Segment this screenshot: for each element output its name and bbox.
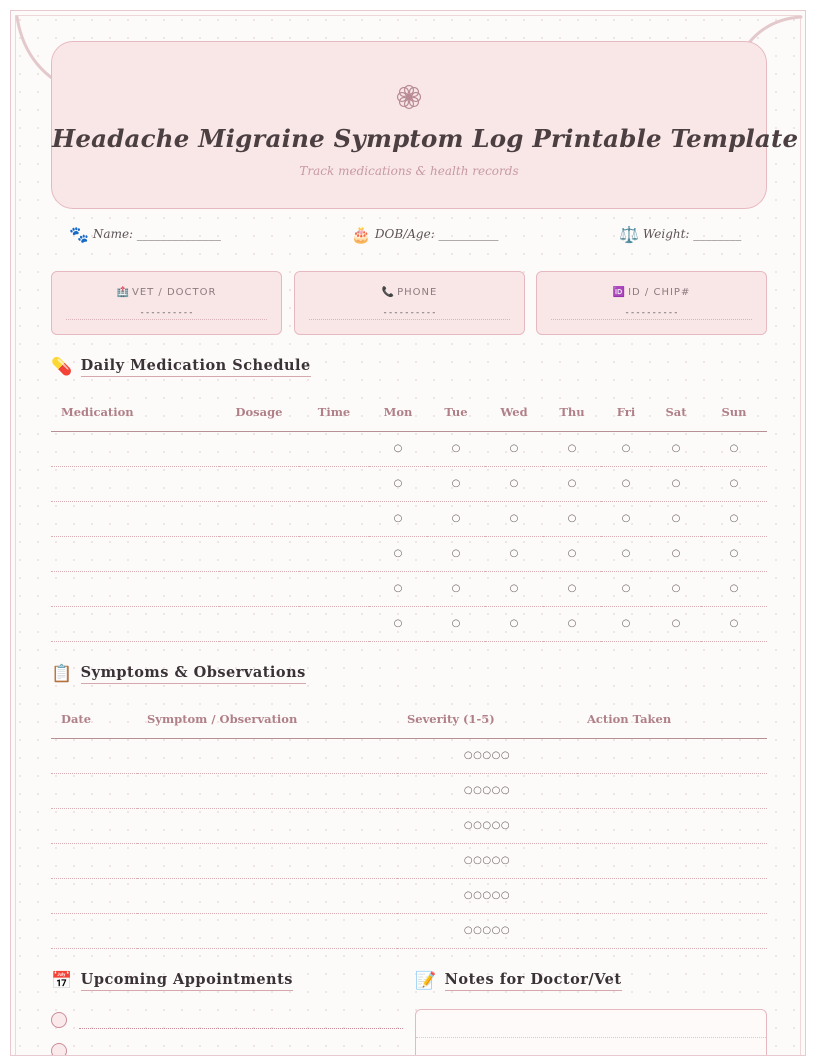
- name-label: Name: ______________: [92, 227, 221, 241]
- cell-dosage[interactable]: [219, 466, 299, 501]
- cell-0[interactable]: [51, 738, 137, 773]
- cell-3[interactable]: [577, 808, 767, 843]
- cell-time[interactable]: [299, 501, 369, 536]
- cell-medication[interactable]: [51, 466, 219, 501]
- day-checkbox-thu[interactable]: ○: [543, 466, 601, 501]
- medication-heading: [51, 357, 311, 377]
- weight-field[interactable]: [619, 225, 741, 244]
- medication-header-row: [51, 393, 767, 431]
- paw-prints-icon: 🐾: [69, 225, 89, 244]
- id-icon: 🆔: [612, 287, 627, 298]
- cell-1[interactable]: [137, 773, 397, 808]
- cell-dosage[interactable]: [219, 431, 299, 466]
- symptoms-heading: [51, 664, 306, 684]
- day-checkbox-mon[interactable]: ○: [369, 466, 427, 501]
- phone-label: PHONE: [397, 287, 438, 298]
- cell-0[interactable]: [51, 808, 137, 843]
- notes-heading-text: Notes for Doctor/Vet: [445, 971, 622, 991]
- column-header-wed: Wed: [485, 393, 543, 431]
- day-checkbox-mon[interactable]: ○: [369, 571, 427, 606]
- cell-dosage[interactable]: [219, 571, 299, 606]
- weight-label: Weight: ________: [642, 227, 742, 241]
- vet-doctor-value[interactable]: ----------: [66, 306, 267, 320]
- column-header-mon: Mon: [369, 393, 427, 431]
- cell-1[interactable]: [137, 878, 397, 913]
- appointment-checkbox[interactable]: [51, 1012, 67, 1028]
- table-row: [51, 913, 767, 948]
- column-header-sat: Sat: [651, 393, 701, 431]
- day-checkbox-fri[interactable]: ○: [601, 606, 651, 641]
- day-checkbox-sun[interactable]: ○: [701, 501, 767, 536]
- column-header-medication: Medication: [51, 393, 219, 431]
- day-checkbox-sun[interactable]: ○: [701, 466, 767, 501]
- appointments-heading-text: Upcoming Appointments: [81, 971, 293, 991]
- symptoms-heading-text: Symptoms & Observations: [81, 664, 306, 684]
- medication-table: [51, 393, 767, 642]
- severity-rating[interactable]: ○○○○○: [397, 808, 577, 843]
- day-checkbox-sun[interactable]: ○: [701, 571, 767, 606]
- day-checkbox-thu[interactable]: ○: [543, 501, 601, 536]
- severity-rating[interactable]: ○○○○○: [397, 738, 577, 773]
- cell-0[interactable]: [51, 878, 137, 913]
- notes-line: [416, 1037, 766, 1038]
- cell-medication[interactable]: [51, 431, 219, 466]
- day-checkbox-fri[interactable]: ○: [601, 431, 651, 466]
- day-checkbox-sun[interactable]: ○: [701, 536, 767, 571]
- flower-icon: [396, 84, 422, 110]
- table-row: [51, 738, 767, 773]
- cell-time[interactable]: [299, 606, 369, 641]
- cell-medication[interactable]: [51, 536, 219, 571]
- page-title: Headache Migraine Symptom Log Printable Template: [52, 124, 799, 153]
- birthday-cake-icon: 🎂: [351, 225, 371, 244]
- notes-heading: [415, 971, 622, 991]
- dob-field[interactable]: [351, 225, 499, 244]
- table-row: [51, 431, 767, 466]
- column-header-time: Time: [299, 393, 369, 431]
- cell-medication[interactable]: [51, 501, 219, 536]
- id-chip-value[interactable]: ----------: [551, 306, 752, 320]
- day-checkbox-thu[interactable]: ○: [543, 536, 601, 571]
- appointment-checkbox[interactable]: [51, 1043, 67, 1056]
- medication-heading-text: Daily Medication Schedule: [81, 357, 311, 377]
- cell-time[interactable]: [299, 431, 369, 466]
- cell-dosage[interactable]: [219, 501, 299, 536]
- cell-3[interactable]: [577, 738, 767, 773]
- day-checkbox-sun[interactable]: ○: [701, 606, 767, 641]
- symptoms-header-row: [51, 700, 767, 738]
- clipboard-icon: 📋: [51, 664, 73, 684]
- day-checkbox-fri[interactable]: ○: [601, 466, 651, 501]
- vet-doctor-box[interactable]: [51, 271, 282, 335]
- phone-value[interactable]: ----------: [309, 306, 510, 320]
- cell-3[interactable]: [577, 878, 767, 913]
- day-checkbox-wed[interactable]: ○: [485, 606, 543, 641]
- notes-box[interactable]: [415, 1009, 767, 1056]
- hospital-icon: 🏥: [116, 287, 130, 298]
- cell-3[interactable]: [577, 773, 767, 808]
- day-checkbox-tue[interactable]: ○: [427, 501, 485, 536]
- vet-doctor-label: VET / DOCTOR: [131, 287, 217, 298]
- column-header-dosage: Dosage: [219, 393, 299, 431]
- day-checkbox-fri[interactable]: ○: [601, 501, 651, 536]
- column-header-sun: Sun: [701, 393, 767, 431]
- table-row: [51, 466, 767, 501]
- severity-rating[interactable]: ○○○○○: [397, 878, 577, 913]
- cell-time[interactable]: [299, 536, 369, 571]
- appointment-row[interactable]: [51, 1012, 403, 1032]
- cell-medication[interactable]: [51, 606, 219, 641]
- header-banner: [51, 41, 799, 209]
- pill-icon: 💊: [51, 357, 73, 377]
- table-row: [51, 536, 767, 571]
- column-header-fri: Fri: [601, 393, 651, 431]
- day-checkbox-mon[interactable]: ○: [369, 536, 427, 571]
- cell-1[interactable]: [137, 738, 397, 773]
- page: [10, 10, 806, 1056]
- day-checkbox-mon[interactable]: ○: [369, 606, 427, 641]
- severity-rating[interactable]: ○○○○○: [397, 913, 577, 948]
- day-checkbox-thu[interactable]: ○: [543, 606, 601, 641]
- column-header-0: Date: [51, 700, 137, 738]
- table-row: [51, 606, 767, 641]
- cell-0[interactable]: [51, 913, 137, 948]
- severity-rating[interactable]: ○○○○○: [397, 843, 577, 878]
- page-subtitle: Track medications & health records: [299, 164, 519, 178]
- medication-body: [51, 431, 767, 641]
- cell-time[interactable]: [299, 466, 369, 501]
- day-checkbox-sat[interactable]: ○: [651, 571, 701, 606]
- day-checkbox-mon[interactable]: ○: [369, 501, 427, 536]
- telephone-icon: 📞: [381, 287, 396, 298]
- cell-dosage[interactable]: [219, 606, 299, 641]
- phone-box[interactable]: [294, 271, 525, 335]
- symptoms-body: [51, 738, 767, 948]
- day-checkbox-thu[interactable]: ○: [543, 571, 601, 606]
- day-checkbox-mon[interactable]: ○: [369, 431, 427, 466]
- day-checkbox-sat[interactable]: ○: [651, 501, 701, 536]
- appointments-heading: [51, 971, 293, 991]
- appointment-line[interactable]: [79, 1028, 403, 1029]
- cell-3[interactable]: [577, 843, 767, 878]
- table-row: [51, 501, 767, 536]
- symptoms-table: [51, 700, 767, 949]
- day-checkbox-tue[interactable]: ○: [427, 536, 485, 571]
- cell-1[interactable]: [137, 843, 397, 878]
- dob-label: DOB/Age: __________: [374, 227, 499, 241]
- severity-rating[interactable]: ○○○○○: [397, 773, 577, 808]
- day-checkbox-wed[interactable]: ○: [485, 571, 543, 606]
- id-chip-box[interactable]: [536, 271, 767, 335]
- day-checkbox-wed[interactable]: ○: [485, 536, 543, 571]
- column-header-tue: Tue: [427, 393, 485, 431]
- day-checkbox-wed[interactable]: ○: [485, 431, 543, 466]
- calendar-icon: 📅: [51, 971, 73, 991]
- cell-1[interactable]: [137, 808, 397, 843]
- day-checkbox-tue[interactable]: ○: [427, 431, 485, 466]
- appointment-row[interactable]: [51, 1043, 403, 1056]
- day-checkbox-sat[interactable]: ○: [651, 431, 701, 466]
- scales-icon: ⚖️: [619, 225, 639, 244]
- day-checkbox-fri[interactable]: ○: [601, 536, 651, 571]
- table-row: [51, 571, 767, 606]
- memo-icon: 📝: [415, 971, 437, 991]
- table-row: [51, 878, 767, 913]
- id-chip-label: ID / CHIP#: [628, 287, 691, 298]
- table-row: [51, 773, 767, 808]
- day-checkbox-fri[interactable]: ○: [601, 571, 651, 606]
- day-checkbox-wed[interactable]: ○: [485, 501, 543, 536]
- day-checkbox-sat[interactable]: ○: [651, 606, 701, 641]
- day-checkbox-tue[interactable]: ○: [427, 466, 485, 501]
- cell-medication[interactable]: [51, 571, 219, 606]
- day-checkbox-thu[interactable]: ○: [543, 431, 601, 466]
- day-checkbox-wed[interactable]: ○: [485, 466, 543, 501]
- table-row: [51, 843, 767, 878]
- table-row: [51, 808, 767, 843]
- cell-0[interactable]: [51, 843, 137, 878]
- day-checkbox-tue[interactable]: ○: [427, 571, 485, 606]
- cell-time[interactable]: [299, 571, 369, 606]
- column-header-1: Symptom / Observation: [137, 700, 397, 738]
- day-checkbox-sat[interactable]: ○: [651, 466, 701, 501]
- column-header-3: Action Taken: [577, 700, 767, 738]
- cell-3[interactable]: [577, 913, 767, 948]
- column-header-thu: Thu: [543, 393, 601, 431]
- day-checkbox-sun[interactable]: ○: [701, 431, 767, 466]
- day-checkbox-sat[interactable]: ○: [651, 536, 701, 571]
- name-field[interactable]: [69, 225, 221, 244]
- cell-1[interactable]: [137, 913, 397, 948]
- day-checkbox-tue[interactable]: ○: [427, 606, 485, 641]
- column-header-2: Severity (1-5): [397, 700, 577, 738]
- cell-0[interactable]: [51, 773, 137, 808]
- cell-dosage[interactable]: [219, 536, 299, 571]
